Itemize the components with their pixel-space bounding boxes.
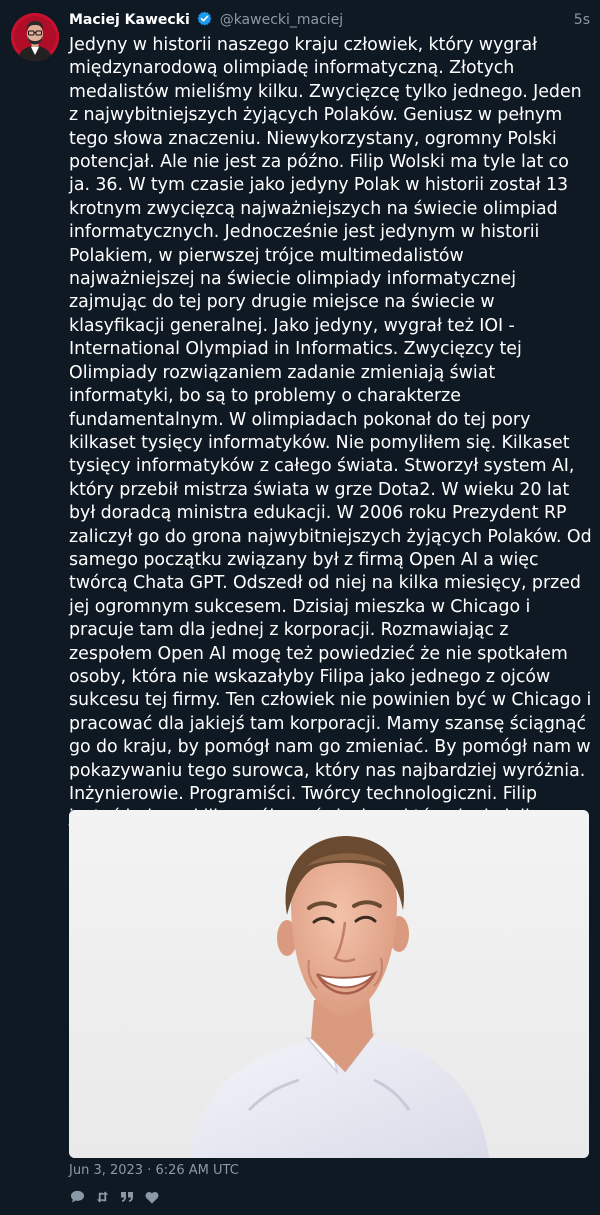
- author-handle[interactable]: @kawecki_maciej: [219, 12, 344, 28]
- tweet-text: Jedyny w historii naszego kraju człowiek, który wygrał międzynarodową olimpiadę informatyczną. Złotych medalistów mieliśmy kilku. Zwycięzcę tylko jednego. Jeden z najwybitniejszych żyjących Polaków. Geniusz w pełnym tego słowa znaczeniu. Niewykorzystany, ogromny Polski potencjał. Ale nie jest za późno. Filip Wolski ma tyle lat co ja. 36. W tym czasie jako jedyny Polak w historii został 13 krotnym zwycięzcą najważniejszych na świecie olimpiad informatycznych. Jednocześnie jest jedynym w historii Polakiem, w pierwszej trójce multimedalistów najważniejszej na świecie olimpiady informatycznej zajmując do tej pory drugie miejsce na świecie w klasyfikacji generalnej. Jako jedyny, wygrał też IOI - International Olympiad in Informatics. Zwycięzcy tej Olimpiady rozwiązaniem zadanie zmieniają świat informatyki, bo są to problemy o charakterze fundamentalnym. W olimpiadach pokonał do tej pory kilkaset tysięcy informatyków. Nie pomyliłem się. Kilkaset tysięcy informatyków z całego świata. Stworzył system AI, który przebił mistrza świata w grze Dota2. W wieku 20 lat był doradcą ministra edukacji. W 2006 roku Prezydent RP zaliczył go do grona najwybitniejszych żyjących Polaków. Od samego początku związany był z firmą Open AI a więc twórcą Chata GPT. Odszedł od niej na kilka miesięcy, przed jej ogromnym sukcesem. Dzisiaj mieszka w Chicago i pracuje tam dla jednej z korporacji. Rozmawiając z zespołem Open AI mogę też powiedzieć że nie spotkałem osoby, która nie wskazałyby Filipa jako jednego z ojców sukcesu tej firmy. Ten człowiek nie powinien być w Chicago i pracować dla jakiejś tam korporacji. Mamy szansę ściągnąć go do kraju, by pomógł nam go zmieniać. By pomógł nam w pokazywaniu tego surowca, który nas najbardziej wyróżnia. Inżynierowie. Programiści. Twórcy technologiczni. Filip: [69, 35, 592, 804]
- avatar[interactable]: [11, 13, 59, 61]
- avatar-image: [11, 13, 59, 61]
- heart-icon[interactable]: [144, 1189, 160, 1205]
- time-ago[interactable]: 5s: [573, 12, 590, 28]
- tweet-header: [69, 10, 590, 30]
- comment-icon[interactable]: [69, 1189, 85, 1205]
- author-name[interactable]: Maciej Kawecki: [69, 12, 190, 28]
- verified-badge-icon: [197, 11, 212, 26]
- tweet-timestamp[interactable]: Jun 3, 2023 · 6:26 AM UTC: [69, 1163, 239, 1178]
- tweet-media-photo[interactable]: [69, 810, 589, 1158]
- tweet-actions: [69, 1188, 169, 1206]
- portrait-photo: [69, 810, 589, 1158]
- quote-icon[interactable]: [119, 1189, 135, 1205]
- retweet-icon[interactable]: [94, 1189, 110, 1205]
